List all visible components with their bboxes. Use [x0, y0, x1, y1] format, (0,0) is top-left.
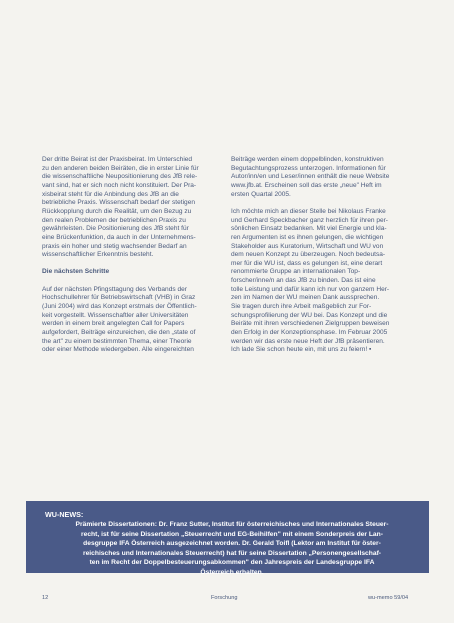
- text-line: vant sind, hat er sich noch nicht konstituiert. Der Pra-: [42, 181, 197, 189]
- text-line: den realen Problemen der betrieblichen Praxis zu: [42, 216, 186, 224]
- text-line: zen im Namen der WU meinen Dank aussprechen.: [231, 294, 380, 302]
- text-line: wissenschaftlicher Erkenntnis besteht.: [42, 251, 154, 259]
- news-line: recht, ist für seine Dissertation „Steuerrecht und EG-Beihilfen" mit einem Sonderpreis der Lan-: [81, 530, 383, 538]
- text-line: tolle Leistung und dafür kann ich nur von ganzem Her-: [231, 285, 390, 293]
- text-line: Ich lade Sie schon heute ein, mit uns zu feiern! ▪: [231, 346, 372, 354]
- text-line: Hochschullehrer für Betriebswirtschaft (VHB) in Graz: [42, 294, 196, 302]
- text-line: den Erfolg in der Konzeptionsphase. Im Februar 2005: [231, 329, 388, 337]
- text-line: sönlichen Einsatz bedanken. Mit viel Energie und kla-: [231, 225, 387, 233]
- paragraph-website: [231, 156, 419, 199]
- paragraph-praxisbeirat: [42, 156, 226, 260]
- text-line: Sie tragen durch ihre Arbeit maßgeblich zur For-: [231, 303, 372, 311]
- text-line: Beiträge werden einem doppelblinden, konstruktiven: [231, 156, 384, 163]
- text-line: the art" zu einem bestimmten Thema, einer Theorie: [42, 337, 192, 345]
- text-line: oder einer Methode wiedergeben. Alle eingereichten: [42, 346, 194, 354]
- section-heading: Die nächsten Schritte: [42, 268, 110, 276]
- news-title: WU-NEWS:: [45, 510, 84, 519]
- text-line: aufgefordert, Beiträge einzureichen, die den „state of: [42, 329, 196, 336]
- news-line: desgruppe IFA Österreich ausgezeichnet worden. Dr. Gerald Toifl (Lektor am Institut für öster-: [83, 540, 381, 548]
- text-line: www.jfb.at. Erscheinen soll das erste „neue" Heft im: [231, 181, 382, 189]
- text-line: Ich möchte mich an dieser Stelle bei Nikolaus Franke: [231, 207, 386, 215]
- news-line: Prämierte Dissertationen: Dr. Franz Sutter, Institut für österreichisches und Internationales Steuer-: [75, 521, 389, 528]
- text-line: (Juni 2004) wird das Konzept erstmals der Öffentlich-: [42, 303, 197, 311]
- text-line: und Gerhard Speckbacher ganz herzlich für ihren per-: [231, 216, 389, 224]
- text-line: xisbeirat steht für die Anbindung des JfB an die: [42, 190, 179, 198]
- page-number: 12: [42, 595, 49, 601]
- text-line: ren Argumenten ist es ihnen gelungen, die wichtigen: [231, 233, 384, 241]
- news-body: [45, 520, 419, 578]
- left-text-column: [42, 156, 226, 355]
- text-line: werden in einem breit angelegten Call for Papers: [42, 320, 185, 328]
- text-line: Beiräte mit ihren verschiedenen Zielgruppen beweisen: [231, 320, 390, 328]
- text-line: keit vorgestellt. Wissenschaftler aller Universitäten: [42, 311, 189, 319]
- text-line: die wissenschaftliche Neupositionierung des JfB rele-: [42, 173, 198, 181]
- text-line: dem neuen Konzept zu überzeugen. Noch bedeutsa-: [231, 251, 386, 259]
- text-line: schungsprofilierung der WU bei. Das Konzept und die: [231, 311, 388, 319]
- text-line: gewährleisten. Die Positionierung des JfB steht für: [42, 225, 189, 233]
- text-line: Autor/inn/en und Leser/innen enthält die neue Website: [231, 173, 390, 181]
- text-line: praxis ein hoher und stetig wachsender Bedarf an: [42, 242, 187, 250]
- paragraph-thanks: [231, 208, 419, 355]
- right-text-column: [231, 156, 419, 355]
- text-line: eine Brückenfunktion, da auch in der Unternehmens-: [42, 233, 196, 241]
- text-line: Stakeholder aus Kuratorium, Wirtschaft und WU von: [231, 242, 384, 250]
- news-line: ten im Recht der Doppelbesteuerungsabkommen" den Jahrespreis der Landesgruppe IFA: [89, 559, 375, 567]
- text-line: Begutachtungsprozess unterzogen. Informationen für: [231, 164, 386, 172]
- paragraph-next-steps: [42, 286, 226, 355]
- news-line: Österreich erhalten.: [200, 568, 264, 576]
- issue-label: wu-memo 59/04: [368, 595, 409, 601]
- text-line: Auf der nächsten Pfingsttagung des Verbands der: [42, 285, 187, 293]
- text-line: Der dritte Beirat ist der Praxisbeirat. Im Unterschied: [42, 156, 193, 163]
- news-line: reichisches und Internationales Steuerrecht) hat für seine Dissertation „Personengesellschaf-: [82, 549, 382, 557]
- text-line: zu den anderen beiden Beiräten, die in erster Linie für: [42, 164, 199, 172]
- text-line: renommierte Gruppe an internationalen Top-: [231, 268, 361, 276]
- text-line: forscher/inne/n an das JfB zu binden. Das ist eine: [231, 277, 376, 285]
- text-line: Rückkopplung durch die Realität, um den Bezug zu: [42, 207, 192, 215]
- section-name: Forschung: [211, 595, 238, 601]
- text-line: werden wir das erste neue Heft der JfB präsentieren.: [231, 337, 385, 345]
- wu-news-box: [26, 501, 429, 576]
- text-line: betriebliche Praxis. Wissenschaft bedarf der stetigen: [42, 199, 196, 207]
- text-line: mer für die WU ist, dass es gelungen ist, eine derart: [231, 259, 383, 267]
- text-line: ersten Quartal 2005.: [231, 190, 291, 198]
